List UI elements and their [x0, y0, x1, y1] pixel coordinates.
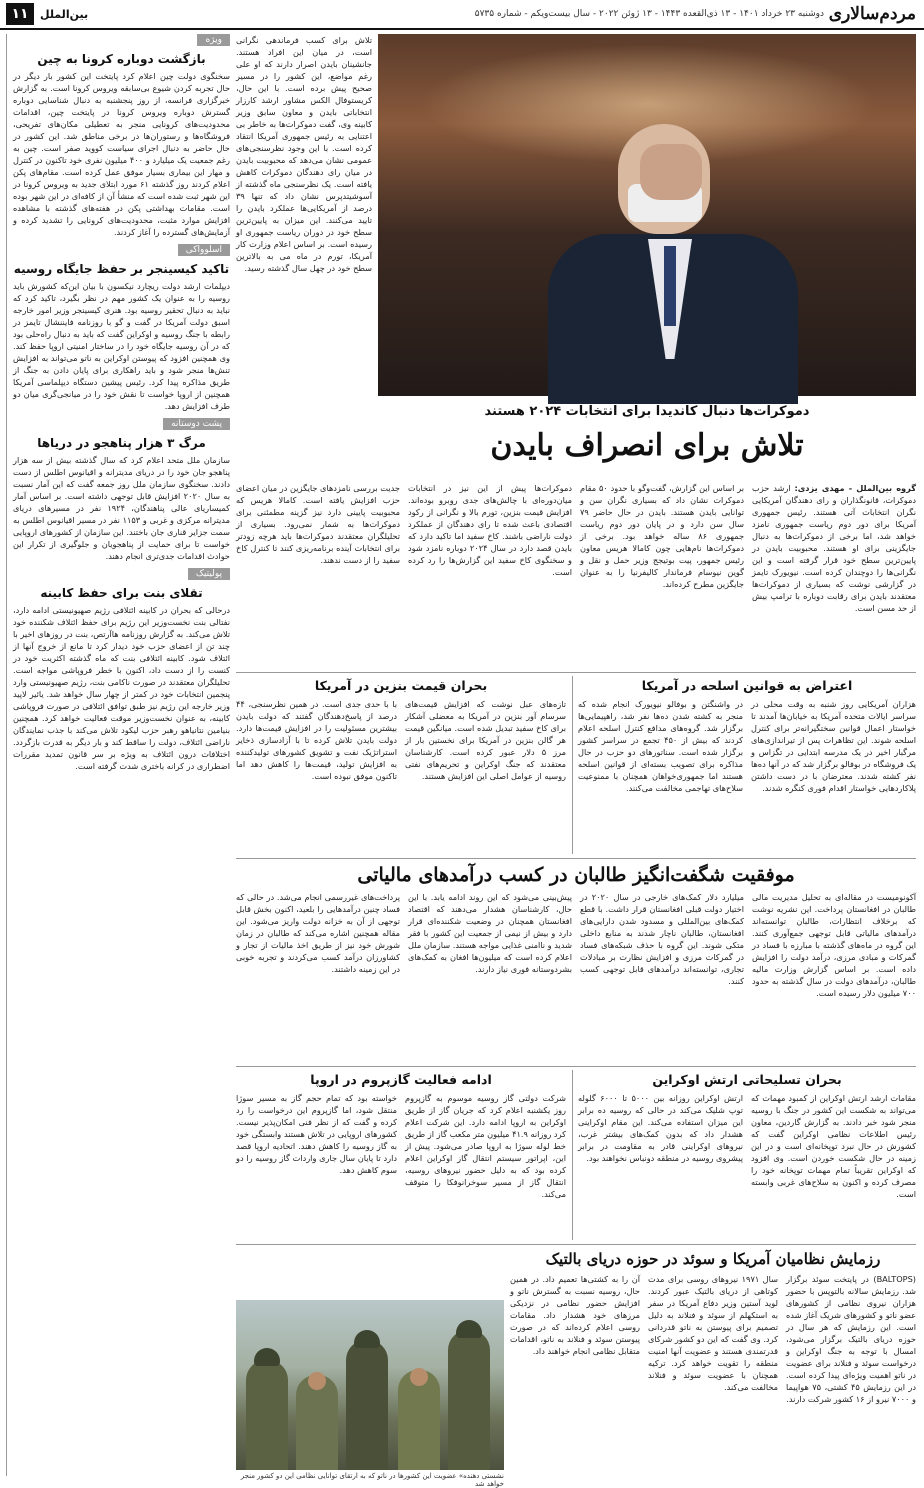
article-title: اعتراض به قوانین اسلحه در آمریکا — [641, 678, 853, 693]
article-weapons — [578, 676, 916, 854]
article-col: پرداخت‌های غیررسمی انجام می‌شد. در حالی که فساد چنین درآمدهایی را بلعید، اکنون بخش قابل توجهی از آن به خزانه دولت واریز می‌شود. این مقاله همچنین اشاره می‌کند که طالبان در زمان شورش خود نیز از طریق اخذ مالیات از تجار و کشاورزان درآمد کسب می‌کردند و تجربه خوبی در این زمینه داشتند. — [236, 892, 400, 974]
photo-helmet — [254, 1348, 280, 1366]
article-title: بحران تسلیحاتی ارتش اوکراین — [652, 1072, 842, 1087]
news-box-kissinger — [13, 244, 230, 412]
left-column — [6, 34, 230, 1476]
article-col: آکونومیست در مقاله‌ای به تحلیل مدیریت مالی طالبان در افغانستان پرداخت. این نشریه نوشت که برخلاف انتظارات، طالبان توانسته‌اند درآمدهای مالیاتی قابل توجهی جمع‌آوری کنند. این گروه در ماه‌های گذشته با مبارزه با فساد در گمرکات و مبادی مرزی، درآمد دولت را افزایش داده است. بر اساس گزارش وزارت مالیه طالبان، درآمدهای دولت در سال گذشته به حدود ۷۰۰ میلیون دلار رسیده است. — [752, 892, 916, 998]
page-number: ۱۱ — [6, 3, 34, 25]
lede-title: تلاش برای انصراف بایدن — [490, 428, 804, 463]
divider — [236, 672, 916, 673]
box-title: بازگشت دوباره کرونا به چین — [37, 52, 206, 66]
photo-helmet — [456, 1320, 482, 1338]
divider — [236, 1066, 916, 1067]
article-title: موفقیت شگفت‌انگیز طالبان در کسب درآمدهای مالیاتی — [357, 864, 795, 886]
lede-byline: گروه بین‌الملل - مهدی یزدی: — [794, 483, 916, 493]
issue-line: دوشنبه ۲۳ خرداد ۱۴۰۱ - ۱۳ ذی‌القعده ۱۴۴۳ - ۱۳ ژوئن ۲۰۲۲ - سال بیست‌ویکم - شماره ۵۷۳۵ — [474, 9, 824, 19]
box-tag: اسلوواکی — [178, 244, 230, 256]
newspaper-brand: مردم‌سالاری — [828, 4, 916, 24]
article-col: تازه‌های عبل نوشت که افزایش قیمت‌های سرسام آور بنزین در آمریکا به معضلی آشکار برای کاخ سفید تبدیل شده است. میانگین قیمت هر گالن بنزین در آمریکا برای نخستین بار از مرز ۵ دلار عبور کرده است. کارشناسان معتقدند که جنگ اوکراین و تحریم‌های نفتی روسیه از عوامل اصلی این افزایش هستند. — [405, 699, 566, 781]
lede-side-column — [236, 34, 372, 484]
section-name: بین‌الملل — [40, 8, 89, 21]
lede-col: جدیت بررسی نامزدهای جایگزین در میان اعضای حزب افزایش یافته است. کامالا هریس که محبوبیت پایینی دارد نیز گزینه مطمئنی برای دموکرات‌ها به شمار نمی‌رود. بسیاری از تحلیلگران معتقدند دموکرات‌ها باید هرچه زودتر برای انتخابات آینده برنامه‌ریزی کنند تا کنترل کاخ سفید را از دست ندهند. — [236, 483, 400, 565]
lede-col-text: ارشد حزب دموکرات، قانونگذاران و رای دهندگان آمریکایی نگران انتخابات آتی هستند. رئیس جمهوری آمریکا برای دور دوم ریاست جمهوری نامزد خواهد شد، اما برخی از دموکرات‌ها به دنبال جایگزینی برای او هستند. محبوبیت بایدن در پایین‌ترین سطح خود قرار گرفته است و این نگرانی‌ها را دوچندان کرده است. نیویورک تایمز در گزارشی نوشت که بسیاری از دموکرات‌ها معتقدند بایدن برای رقابت دوباره با ترامپ بیش از حد مسن است. — [752, 483, 916, 613]
news-box-refugees — [13, 418, 230, 562]
article-title: ادامه فعالیت گازپروم در اروپا — [310, 1072, 492, 1087]
lede-col: دموکرات‌ها پیش از این نیز در انتخابات میان‌دوره‌ای با چالش‌های جدی روبرو بوده‌اند. افزایش قیمت بنزین، تورم بالا و نگرانی از رکود اقتصادی باعث شده تا رای دهندگان از عملکرد دولت ناراضی باشند. کاخ سفید اما تاکید دارد که بایدن قصد دارد در سال ۲۰۲۴ دوباره نامزد شود و سخنگوی کاخ سفید این گزارش‌ها را رد کرده است. — [408, 483, 572, 577]
photo-soldier — [346, 1340, 388, 1470]
divider — [236, 1244, 916, 1245]
lede-kicker: دموکرات‌ها دنبال کاندیدا برای انتخابات ۲۰۲۴ هستند — [484, 404, 810, 419]
divider — [572, 1070, 573, 1240]
article-col: آن را به کشتی‌ها تعمیم داد. در همین حال، روسیه نسبت به گسترش ناتو و افزایش حضور نظامی در نزدیکی مرزهای خود هشدار داد. مقامات روسی اعلام کرده‌اند که در صورت پیوستن سوئد و فنلاند به ناتو، اقدامات متقابل نظامی انجام خواهند داد. — [510, 1274, 640, 1356]
photo-face — [308, 1372, 326, 1390]
article-col: پیش‌بینی می‌شود که این روند ادامه یابد. با این حال، کارشناسان هشدار می‌دهند که اقتصاد افغانستان همچنان در وضعیت شکننده‌ای قرار دارد و بیش از نیمی از جمعیت این کشور با فقر شدید و ناامنی غذایی مواجه هستند. سازمان ملل اعلام کرده است که میلیون‌ها افغان به کمک‌های بشردوستانه فوری نیاز دارند. — [408, 892, 572, 974]
divider — [236, 858, 916, 859]
photo-tie — [664, 246, 676, 326]
photo-caption: نشستی دهنده» عضویت این کشورها در ناتو که به ارتقای توانایی نظامی این دو کشور منجر خواهد شد — [240, 1472, 504, 1488]
article-col: با با حدی جدی است. در همین نظرسنجی، ۴۴ درصد از پاسخ‌دهندگان گفتند که دولت بایدن بیشترین مسئولیت را در افزایش قیمت‌ها دارد. دولت بایدن تلاش کرده تا با آزادسازی ذخایر استراتژیک نفت و تشویق کشورهای تولیدکننده به افزایش تولید، قیمت‌ها را کاهش دهد اما تاکنون موفق نبوده است. — [236, 699, 397, 781]
article-col: (BALTOPS) در پایتخت سوئد برگزار شد. رزمایش سالانه بالتوپس با حضور هزاران نیروی نظامی از کشورهای عضو ناتو و کشورهای شریک آغاز شده است. این رزمایش که هر سال در حوزه دریای بالتیک برگزار می‌شود، امسال با توجه به جنگ اوکراین و درخواست سوئد و فنلاند برای عضویت در ناتو اهمیت ویژه‌ای پیدا کرده است. در این رزمایش ۴۵ کشتی، ۷۵ هواپیما و ۷۰۰۰ نیرو از ۱۶ کشور شرکت دارند. — [786, 1274, 916, 1404]
divider — [572, 676, 573, 854]
photo-soldier — [448, 1330, 490, 1470]
article-baltic — [510, 1248, 916, 1476]
article-title: رزمایش نظامیان آمریکا و سوئد در حوزه دریای بالتیک — [545, 1250, 881, 1268]
article-gazprom — [236, 1070, 566, 1240]
box-title: تاکید کیسینجر بر حفظ جایگاه روسیه — [13, 262, 230, 276]
lede-photo — [378, 34, 916, 396]
box-body: سازمان ملل متحد اعلام کرد که سال گذشته بیش از سه هزار پناهجو جان خود را در دریای مدیترانه و اقیانوس اطلس از دست دادند. سخنگوی سازمان ملل روز جمعه گفت که این آمار نسبت به سال ۲۰۲۰ افزایش قابل توجهی داشته است. بر اساس آمار کمیساریای عالی پناهندگان، ۱۹۲۴ نفر در مسیرهای دریای مدیترانه مرکزی و غربی و ۱۱۵۳ نفر در مسیر اقیانوس اطلس به سمت جزایر قناری جان باختند. این سازمان از کشورهای اروپایی خواست تا برای حمایت از پناهجویان و جلوگیری از تکرار این حوادث اقدامات جدی‌تری انجام دهند. — [13, 455, 230, 561]
article-fuel — [236, 676, 566, 854]
box-body: سخنگوی دولت چین اعلام کرد پایتخت این کشور بار دیگر در حال تجربه کردن شیوع بی‌سابقه ویروس کرونا است. به گزارش خبرگزاری فرانسه، از روز پنجشنبه به دنبال شناسایی دوباره گسترش دوباره ویروس کرونا در پایتخت چین، اقدامات محدودیت‌های کرونایی منجر به تعطیلی مکان‌های تفریحی، فروشگاه‌ها و رستوران‌ها در برخی مناطق شد. این کشور در حال حاضر به دنبال اجرای سیاست کووید صفر است. چین به رغم جمعیت یک میلیارد و ۴۰۰ میلیون نفری خود تاکنون در کنترل و مهار این بیماری بسیار موفق عمل کرده است. مقام‌های پکن اعلام کردند روز گذشته ۶۱ مورد ابتلای جدید به ویروس کرونا در این شهر ثبت شده است که منشأ آن از کافه‌ای در این شهر بوده است. مقامات بهداشتی پکن در هفته‌های گذشته با مشاهده افزایش موارد مثبت، محدودیت‌های کرونایی را تشدید کرده و آزمایش‌های گسترده را آغاز کردند. — [13, 71, 230, 237]
box-body: درحالی که بحران در کابینه ائتلافی رژیم صهیونیستی ادامه دارد، نفتالی بنت نخست‌وزیر این رژیم برای حفظ ائتلاف شکننده خود تلاش می‌کند. به گزارش روزنامه هاآرتص، بنت در روزهای اخیر با چند تن از اعضای حزب خود دیدار کرد تا مانع از خروج آنها از ائتلاف شود. کابینه ائتلافی بنت که ماه گذشته اکثریت خود در کنست را از دست داد، اکنون با خطر فروپاشی مواجه است. تحلیلگران معتقدند در صورت ناکامی بنت، رژیم صهیونیستی وارد پنجمین انتخابات خود در کمتر از چهار سال خواهد شد. یائیر لاپید وزیر خارجه این رژیم نیز طبق توافق ائتلافی در صورت فروپاشی کابینه، به عنوان نخست‌وزیر موقت فعالیت خواهد کرد. همچنین بنیامین نتانیاهو رهبر حزب لیکود تلاش می‌کند با جذب نمایندگان ناراضی ائتلاف، دولت را ساقط کند و بار دیگر به قدرت بازگردد. اختلافات درون ائتلاف به ویژه بر سر قانون تمدید مقررات اضطراری در کرانه باختری شدت گرفته است. — [13, 605, 230, 771]
lede-body — [236, 482, 916, 672]
box-tag: پولیتیک — [188, 568, 230, 580]
news-box-covid — [13, 34, 230, 238]
box-title: تقلای بنت برای حفظ کابینه — [40, 586, 203, 600]
photo-helmet — [354, 1330, 380, 1348]
box-tag: پشت دوستانه — [163, 418, 230, 430]
box-body: دیپلمات ارشد دولت ریچارد نیکسون با بیان این‌که کشورش باید روسیه را به عنوان یک کشور مهم در نظر بگیرد، تاکید کرد که نباید به دنبال تحقیر روسیه بود. هنری کیسینجر وزیر امور خارجه اسبق دولت آمریکا در گفت و گو با روزنامه فایننشال تایمز در رابطه با جنگ روسیه و اوکراین گفت که باید به دنبال راه‌حلی بود که در آن روسیه جایگاه خود را در ساختار امنیتی اروپا حفظ کند. وی همچنین افزود که پیوستن اوکراین به ناتو می‌تواند به افزایش تنش‌ها منجر شود و باید راهکاری برای پایان دادن به جنگ از طریق مذاکره پیدا کرد. رئیس پیشین دستگاه دیپلماسی آمریکا همچنین از اروپا خواست تا نقش خود را در میانجی‌گری میان دو طرف افزایش دهد. — [13, 281, 230, 411]
lede-side-text: تلاش برای کسب فرماندهی نگرانی است، در میان این افراد هستند. جانشینان بایدن اصرار دارند که او علی رغم مواضع، این کشور را در مسیر صحیح پیش برده است. با این حال، کریستوفال الکس مشاور ارشد کارزار انتخاباتی بایدن و معاون سابق وزیر کابینه وی، گفت دموکرات‌ها به خاطر بی اعتنایی به رئیس جمهوری آمریکا انتقاد کرده است. با این وجود نظرسنجی‌های عمومی نشان می‌دهد که محبوبیت بایدن در میان رای دهندگان دموکرات کاهش یافته است. یک نظرسنجی ماه گذشته از آسوشیتدپرس نشان داد که تنها ۳۹ درصد از آمریکایی‌ها عملکرد بایدن را تایید می‌کنند. این میزان به پایین‌ترین سطح خود در دوران ریاست جمهوری او رسیده است. بر اساس اعلام وزارت کار آمریکا، تورم در ماه می به بالاترین سطح خود در چهل سال گذشته رسید. — [236, 35, 372, 273]
baltic-photo — [236, 1300, 504, 1470]
article-col: شرکت دولتی گاز روسیه موسوم به گازپروم روز یکشنبه اعلام کرد که جریان گاز از طریق اوکراین به اروپا ادامه دارد. این شرکت اعلام کرد روزانه ۴۱.۹ میلیون متر مکعب گاز از طریق خط لوله سوژا به اروپا صادر می‌شود. پیش از این، اپراتور سیستم انتقال گاز اوکراین اعلام کرده بود که به دلیل حضور نیروهای روسیه، انتقال گاز از مسیر سوخرانوفکا را متوقف می‌کند. — [405, 1093, 566, 1199]
article-col: در واشنگتن و بوفالو نیویورک انجام شده که منجر به کشته شدن ده‌ها نفر شد، راهپیمایی‌ها برگزار شد. گروه‌های مدافع کنترل اسلحه اعلام کردند که بیش از ۴۵۰ تجمع در سراسر کشور برگزار شده است. سناتورهای دو حزب در حال مذاکره برای تصویب بسته‌ای از قوانین اسلحه هستند اما جمهوری‌خواهان همچنان با ممنوعیت سلاح‌های تهاجمی مخالفت می‌کنند. — [578, 699, 743, 793]
photo-face — [410, 1368, 428, 1386]
article-col: هزاران آمریکایی روز شنبه به وقت محلی در سراسر ایالات متحده آمریکا به خیابان‌ها آمدند تا خواستار اعمال قوانین سختگیرانه‌تر برای کنترل اسلحه شوند. این تظاهرات پس از تیراندازی‌های مرگبار اخیر در یک مدرسه ابتدایی در تگزاس و یک فروشگاه در بوفالو برگزار شد که در آنها ده‌ها نفر کشته شدند. معترضان با در دست داشتن پلاکاردهایی خواستار اقدام فوری کنگره شدند. — [751, 699, 916, 793]
article-title: بحران قیمت بنزین در آمریکا — [314, 678, 488, 693]
article-col: سال ۱۹۷۱ نیروهای روسی برای مدت کوتاهی از دریای بالتیک عبور کردند. لوید آستین وزیر دفاع آمریکا در سفر به استکهلم از سوئد و فنلاند به دلیل تصمیم برای پیوستن به ناتو قدردانی کرد. وی گفت که این دو کشور شرکای قدرتمندی هستند و عضویت آنها امنیت منطقه را تقویت خواهد کرد. ترکیه همچنان با عضویت سوئد و فنلاند مخالفت می‌کند. — [648, 1274, 778, 1392]
article-col: خواسته بود که تمام حجم گاز به مسیر سوژا منتقل شود، اما گازپروم این درخواست را رد کرده و گفت که از نظر فنی امکان‌پذیر نیست. کشورهای اروپایی در تلاش هستند وابستگی خود به گاز روسیه را کاهش دهند. اتحادیه اروپا قصد دارد تا پایان سال جاری واردات گاز روسیه را دو سوم کاهش دهد. — [236, 1093, 397, 1175]
article-col: میلیارد دلار کمک‌های خارجی در سال ۲۰۲۰ در اختیار دولت قبلی افغانستان قرار داشت. با قطع کمک‌های بین‌المللی و مسدود شدن دارایی‌های افغانستان، طالبان ناچار شدند به منابع داخلی متکی شوند. این گروه با حذف شبکه‌های فساد در گمرکات مرزی و افزایش نظارت بر مبادلات تجاری، توانسته‌اند درآمدهای قابل توجهی کسب کنند. — [580, 892, 744, 986]
lede-col — [752, 482, 916, 672]
lede-col: بر اساس این گزارش، گفت‌وگو با حدود ۵۰ مقام دموکرات نشان داد که بسیاری نگران سن و توانایی بایدن هستند. بایدن در حال حاضر ۷۹ سال سن دارد و در پایان دور دوم ریاست جمهوری ۸۶ ساله خواهد بود. برخی از دموکرات‌ها نام‌هایی چون کامالا هریس معاون رئیس جمهور، پیت بوتیجج وزیر حمل و نقل و گوین نیوسام فرماندار کالیفرنیا را به عنوان جایگزین مطرح کرده‌اند. — [580, 483, 745, 589]
box-tag: ویژه — [197, 34, 230, 46]
photo-soldier — [246, 1360, 288, 1470]
article-col: ارتش اوکراین روزانه بین ۵۰۰۰ تا ۶۰۰۰ گلوله توپ شلیک می‌کند در حالی که روسیه ده برابر این میزان استفاده می‌کند. این مقام اوکراینی هشدار داد که بدون کمک‌های بیشتر غرب، نیروهای اوکراینی قادر به مقاومت در برابر پیشروی روسیه در منطقه دونباس نخواهند بود. — [578, 1093, 743, 1163]
box-title: مرگ ۳ هزار پناهجو در دریاها — [37, 436, 206, 450]
article-ukraine-arms — [578, 1070, 916, 1240]
masthead — [0, 0, 924, 30]
article-col: مقامات ارشد ارتش اوکراین از کمبود مهمات که می‌تواند به شکست این کشور در جنگ با روسیه منجر شود خبر دادند. به گزارش گاردین، معاون رئیس اطلاعات نظامی اوکراین گفت که کشورش در حال نبرد توپخانه‌ای است و در این زمینه در حال شکست خوردن است. وی افزود که اوکراین تقریباً تمام مهمات توپخانه خود را مصرف کرده و اکنون به سلاح‌های غربی وابسته است. — [751, 1093, 916, 1199]
article-taliban — [236, 862, 916, 1062]
photo-hand — [640, 144, 702, 200]
news-box-bennett — [13, 568, 230, 772]
